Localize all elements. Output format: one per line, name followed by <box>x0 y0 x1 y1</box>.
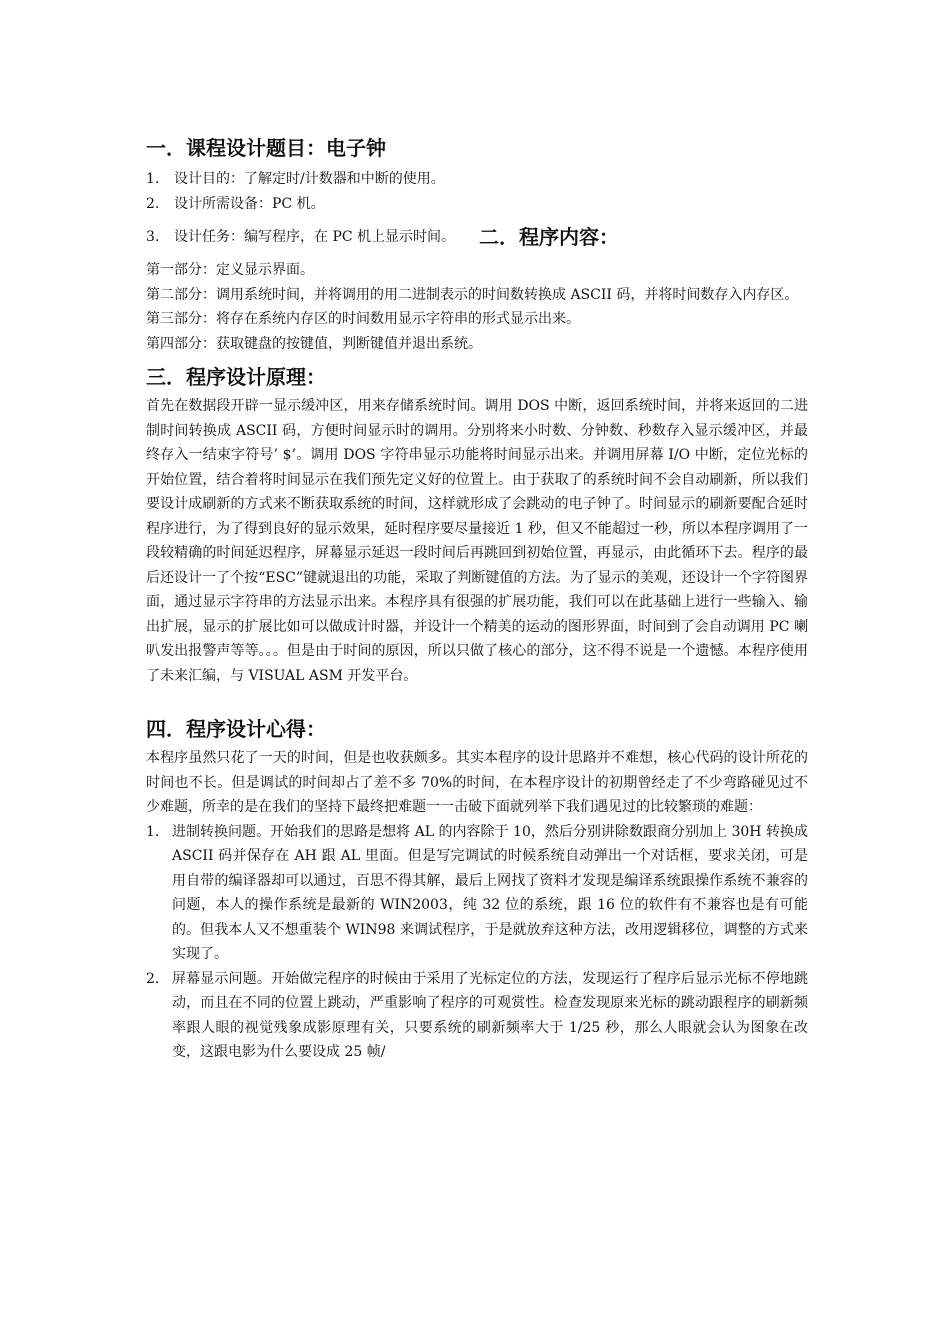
section1-item: 2. 设计所需设备：PC 机。 <box>146 195 325 212</box>
section1-heading: 一．课程设计题目：电子钟 <box>146 136 386 160</box>
section4-list-item: 2． 屏幕显示问题。开始做完程序的时候由于采用了光标定位的方法，发现运行了程序后显示光标不停地跳动，而且在不同的位置上跳动，严重影响了程序的可观赏性。检查发现原来光标的跳动跟程序的刷新频率跟人眼的视觉残象成影原理有关，只要系统的刷新频率大于 1/25 秒，那么人眼就会认为图象在改变，这跟电影为什么要设成 25 帧/ <box>146 970 808 1060</box>
section2-paragraph: 第一部分：定义显示界面。 <box>146 262 314 278</box>
section2-paragraph: 第四部分：获取键盘的按键值，判断键值并退出系统。 <box>146 335 482 352</box>
section4-heading: 四．程序设计心得： <box>146 717 326 741</box>
section1-item: 3. 设计任务：编写程序，在 PC 机上显示时间。 <box>146 228 456 245</box>
section2-heading: 二．程序内容： <box>479 225 620 249</box>
section1-item: 1. 设计目的：了解定时/计数器和中断的使用。 <box>146 171 445 187</box>
document-content <box>146 133 808 1065</box>
section4-list-item: 1． 进制转换问题。开始我们的思路是想将 AL 的内容除于 10，然后分别讲除数跟商分别加上 30H 转换成 ASCII 码并保存在 AH 跟 AL 里面。但是写完调试的时候系统自动弹出一个对话框，要求关闭，可是用自带的编译器却可以通过，百思不得其解，最后上网找了资料才发现是编译系统跟操作系统不兼容的问题，本人的操作系统是最新的 WIN2003，纯 32 位的系统，跟 16 位的软件有不兼容也是有可能的。但我本人又不想重装个 WIN98 来调试程序，于是就放弃这种方法，改用逻辑移位，调整的方式来实现了。 <box>146 823 808 962</box>
section2-paragraph: 第三部分：将存在系统内存区的时间数用显示字符串的形式显示出来。 <box>146 311 580 327</box>
section4-intro: 本程序虽然只花了一天的时间，但是也收获颇多。其实本程序的设计思路并不难想，核心代码的设计所花的时间也不长。但是调试的时间却占了差不多 70%的时间，在本程序设计的初期曾经走了不少弯路碰见过不少难题，所幸的是在我们的坚持下最终把难题一一击破下面就列举下我们遇见过的比较繁琐的难题： <box>146 750 808 815</box>
section3-heading: 三．程序设计原理： <box>146 365 326 389</box>
section2-paragraph: 第二部分：调用系统时间，并将调用的用二进制表示的时间数转换成 ASCII 码，并将时间数存入内存区。 <box>146 286 799 303</box>
section3-body: 首先在数据段开辟一显示缓冲区，用来存储系统时间。调用 DOS 中断，返回系统时间，并将来返回的二进制时间转换成 ASCII 码，方便时间显示时的调用。分别将来小时数、分钟数、秒数存入显示缓冲区，并最终存入一结束字符号’ $’。调用 DOS 字符串显示功能将时间显示出来。并调用屏幕 I/O 中断，定位光标的开始位置，结合着将时间显示在我们预先定义好的位置上。由于获取了的系统时间不会自动刷新，所以我们要设计成刷新的方式来不断获取系统的时间，这样就形成了会跳动的电子钟了。时间显示的刷新要配合延时程序进行，为了得到良好的显示效果，延时程序要尽量接近 1 秒，但又不能超过一秒，所以本程序调用了一段较精确的时间延迟程序，屏幕显示延迟一段时间后再跳回到初始位置，再显示，由此循环下去。程序的最后还设计一了个按“ESC”键就退出的功能，采取了判断键值的方法。为了显示的美观，还设计一个字符图界面，通过显示字符串的方法显示出来。本程序具有很强的扩展功能，我们可以在此基础上进行一些输入、输出扩展，显示的扩展比如可以做成计时器，并设计一个精美的运动的图形界面，时间到了会自动调用 PC 喇叭发出报警声等等。。。但是由于时间的原因，所以只做了核心的部分，这不得不说是一个遗憾。本程序使用了未来汇编，与 VISUAL ASM 开发平台。 <box>146 398 808 684</box>
section1-item-with-section2-heading <box>146 222 808 252</box>
